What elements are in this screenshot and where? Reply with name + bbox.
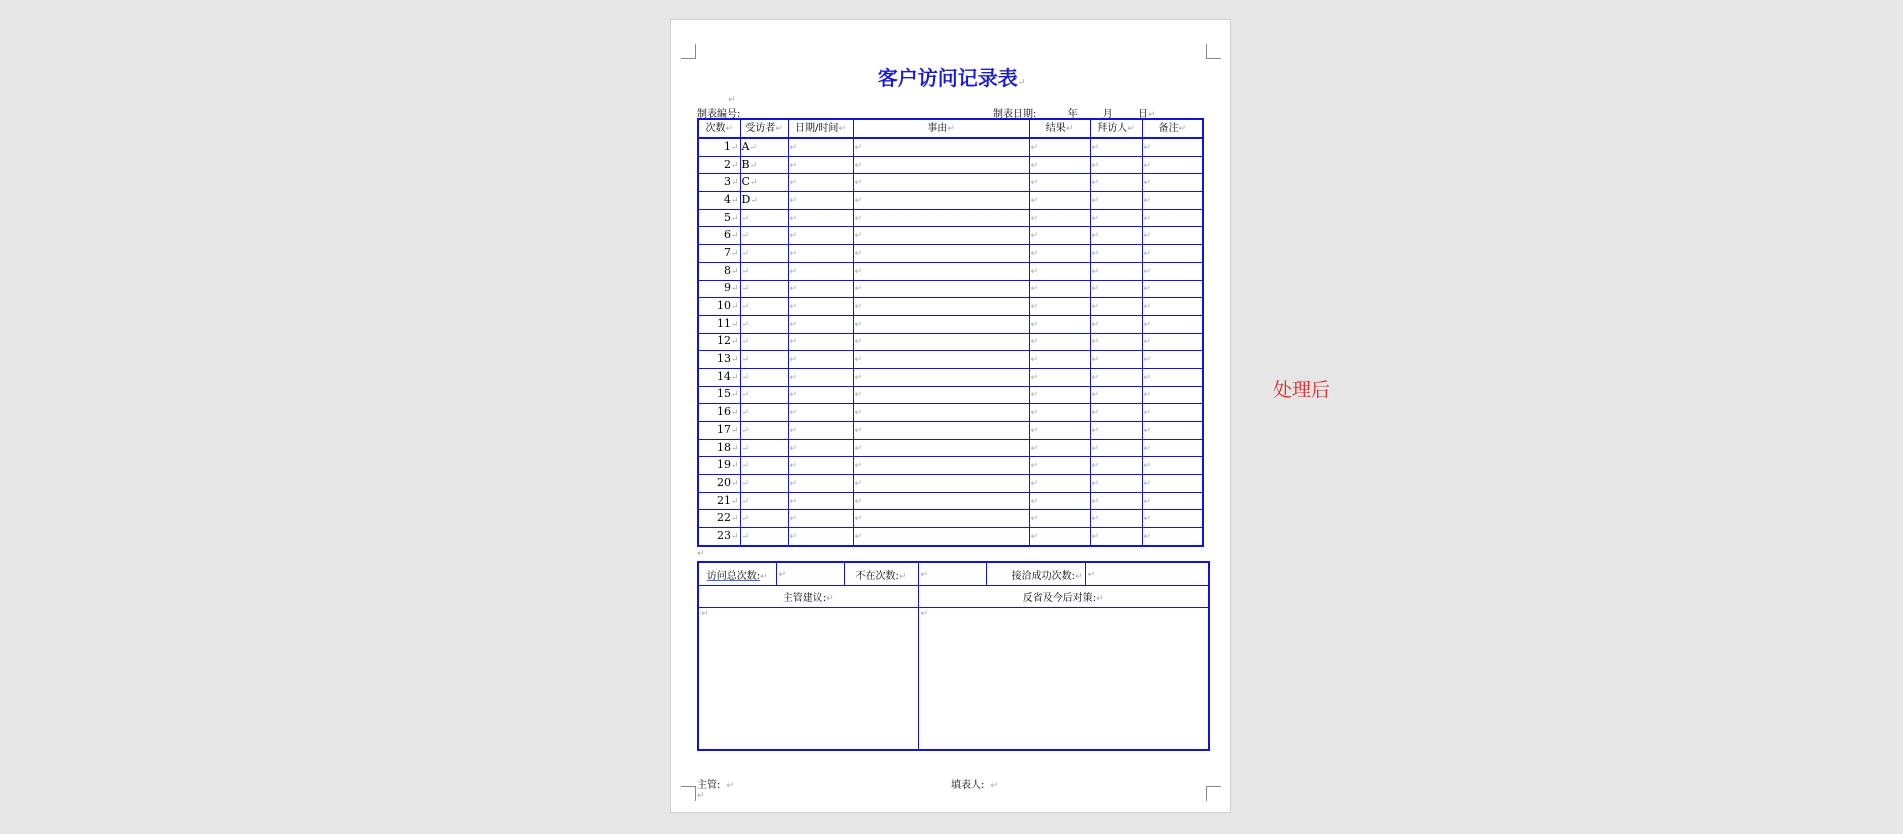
visitee-cell[interactable]: ↵ bbox=[740, 368, 788, 386]
table-cell[interactable]: ↵ bbox=[788, 528, 853, 546]
filler-label: 填表人: bbox=[951, 780, 985, 791]
filler-signature[interactable]: 填表人: ↵ bbox=[951, 780, 998, 791]
success-label-cell: 接洽成功次数:↵ bbox=[986, 562, 1085, 586]
visit-number-cell[interactable]: 2↵ bbox=[698, 156, 740, 174]
table-cell[interactable]: ↵ bbox=[1090, 192, 1142, 210]
table-cell[interactable]: ↵ bbox=[1029, 386, 1090, 404]
table-cell[interactable]: ↵ bbox=[1029, 280, 1090, 298]
visit-number-cell[interactable]: 14↵ bbox=[698, 368, 740, 386]
table-cell[interactable]: ↵ bbox=[1090, 457, 1142, 475]
table-cell[interactable]: ↵ bbox=[1142, 439, 1203, 457]
table-cell[interactable]: ↵ bbox=[1029, 245, 1090, 263]
visitee-cell[interactable]: ↵ bbox=[740, 315, 788, 333]
visit-number-cell[interactable]: 5↵ bbox=[698, 209, 740, 227]
visit-number-cell[interactable]: 18↵ bbox=[698, 439, 740, 457]
table-cell[interactable]: ↵ bbox=[1142, 138, 1203, 156]
table-cell[interactable]: ↵ bbox=[1142, 351, 1203, 369]
table-cell[interactable]: ↵ bbox=[1029, 457, 1090, 475]
visitee-cell[interactable]: B↵ bbox=[740, 156, 788, 174]
summary-table bbox=[697, 561, 1210, 751]
column-header: 备注↵ bbox=[1142, 119, 1203, 138]
table-cell[interactable]: ↵ bbox=[853, 138, 1029, 156]
date-year: 年 bbox=[1067, 109, 1078, 120]
visitee-cell[interactable]: C↵ bbox=[740, 174, 788, 192]
table-row bbox=[698, 174, 1203, 192]
table-cell[interactable]: ↵ bbox=[1090, 138, 1142, 156]
table-cell[interactable]: ↵ bbox=[853, 227, 1029, 245]
visit-number-cell[interactable]: 7↵ bbox=[698, 245, 740, 263]
visitee-cell[interactable]: ↵ bbox=[740, 298, 788, 316]
visitee-cell[interactable]: D↵ bbox=[740, 192, 788, 210]
table-cell[interactable]: ↵ bbox=[1090, 404, 1142, 422]
visit-number-cell[interactable]: 21↵ bbox=[698, 492, 740, 510]
table-cell[interactable]: ↵ bbox=[853, 192, 1029, 210]
table-cell[interactable]: ↵ bbox=[1029, 174, 1090, 192]
table-cell[interactable]: ↵ bbox=[853, 280, 1029, 298]
absent-label: 不在次数: bbox=[855, 570, 899, 582]
table-cell[interactable]: ↵ bbox=[788, 492, 853, 510]
paragraph-mark: ↵ bbox=[697, 791, 705, 801]
table-cell[interactable]: ↵ bbox=[1142, 457, 1203, 475]
table-cell[interactable]: ↵ bbox=[1090, 439, 1142, 457]
table-cell[interactable]: ↵ bbox=[1142, 333, 1203, 351]
table-cell[interactable]: ↵ bbox=[1029, 227, 1090, 245]
table-cell[interactable]: ↵ bbox=[788, 156, 853, 174]
table-cell[interactable]: ↵ bbox=[1142, 156, 1203, 174]
table-cell[interactable]: ↵ bbox=[853, 156, 1029, 174]
visitee-cell[interactable]: ↵ bbox=[740, 422, 788, 440]
table-cell[interactable]: ↵ bbox=[853, 315, 1029, 333]
success-label: 接洽成功次数: bbox=[1011, 570, 1075, 582]
table-cell[interactable]: ↵ bbox=[1142, 368, 1203, 386]
visit-number-cell[interactable]: 8↵ bbox=[698, 262, 740, 280]
table-cell[interactable]: ↵ bbox=[788, 262, 853, 280]
table-cell[interactable]: ↵ bbox=[1090, 528, 1142, 546]
table-cell[interactable]: ↵ bbox=[788, 422, 853, 440]
table-cell[interactable]: ↵ bbox=[788, 209, 853, 227]
visit-number-cell[interactable]: 1↵ bbox=[698, 138, 740, 156]
table-cell[interactable]: ↵ bbox=[788, 404, 853, 422]
table-cell[interactable]: ↵ bbox=[788, 439, 853, 457]
visit-number-cell[interactable]: 4↵ bbox=[698, 192, 740, 210]
table-cell[interactable]: ↵ bbox=[1029, 528, 1090, 546]
table-cell[interactable]: ↵ bbox=[1090, 386, 1142, 404]
total-visits-label-cell: 访问总次数:↵ bbox=[698, 562, 776, 586]
supervisor-advice-field[interactable]: ↵ bbox=[698, 608, 918, 751]
table-header-row bbox=[698, 119, 1203, 138]
table-cell[interactable]: ↵ bbox=[1142, 422, 1203, 440]
visitee-cell[interactable]: ↵ bbox=[740, 209, 788, 227]
table-cell[interactable]: ↵ bbox=[853, 457, 1029, 475]
table-cell[interactable]: ↵ bbox=[788, 351, 853, 369]
supervisor-signature[interactable]: 主管: ↵ bbox=[697, 780, 734, 791]
visitee-cell[interactable]: ↵ bbox=[740, 457, 788, 475]
table-cell[interactable]: ↵ bbox=[1029, 209, 1090, 227]
visit-number-cell[interactable]: 13↵ bbox=[698, 351, 740, 369]
reflection-field[interactable]: ↵ bbox=[918, 608, 1209, 751]
table-cell[interactable]: ↵ bbox=[1090, 492, 1142, 510]
table-row bbox=[698, 351, 1203, 369]
visit-number-cell[interactable]: 17↵ bbox=[698, 422, 740, 440]
column-header: 结果↵ bbox=[1029, 119, 1090, 138]
table-cell[interactable]: ↵ bbox=[788, 138, 853, 156]
table-row bbox=[698, 227, 1203, 245]
table-row bbox=[698, 457, 1203, 475]
table-cell[interactable]: ↵ bbox=[1142, 209, 1203, 227]
visitee-cell[interactable]: ↵ bbox=[740, 227, 788, 245]
table-cell[interactable]: ↵ bbox=[853, 492, 1029, 510]
visit-number-cell[interactable]: 10↵ bbox=[698, 298, 740, 316]
table-cell[interactable]: ↵ bbox=[788, 174, 853, 192]
table-cell[interactable]: ↵ bbox=[1029, 492, 1090, 510]
table-row bbox=[698, 262, 1203, 280]
table-row bbox=[698, 209, 1203, 227]
table-cell[interactable]: ↵ bbox=[853, 368, 1029, 386]
table-row bbox=[698, 439, 1203, 457]
table-cell[interactable]: ↵ bbox=[1142, 492, 1203, 510]
table-cell[interactable]: ↵ bbox=[1029, 404, 1090, 422]
visitee-cell[interactable]: ↵ bbox=[740, 351, 788, 369]
document-page bbox=[670, 19, 1231, 813]
visitee-cell[interactable]: ↵ bbox=[740, 404, 788, 422]
visit-number-cell[interactable]: 19↵ bbox=[698, 457, 740, 475]
table-cell[interactable]: ↵ bbox=[788, 386, 853, 404]
table-row bbox=[698, 510, 1203, 528]
table-cell[interactable]: ↵ bbox=[1029, 439, 1090, 457]
visit-number-cell[interactable]: 12↵ bbox=[698, 333, 740, 351]
table-cell[interactable]: ↵ bbox=[1142, 192, 1203, 210]
form-date[interactable]: 制表日期: 年 月 日↵ bbox=[993, 109, 1156, 120]
table-cell[interactable]: ↵ bbox=[788, 280, 853, 298]
table-cell[interactable]: ↵ bbox=[1142, 510, 1203, 528]
table-row bbox=[698, 138, 1203, 156]
table-cell[interactable]: ↵ bbox=[1029, 333, 1090, 351]
table-cell[interactable]: ↵ bbox=[853, 404, 1029, 422]
table-cell[interactable]: ↵ bbox=[1142, 404, 1203, 422]
paragraph-mark: ↵ bbox=[697, 549, 705, 559]
table-cell[interactable]: ↵ bbox=[1090, 475, 1142, 493]
visitee-cell[interactable]: ↵ bbox=[740, 492, 788, 510]
table-cell[interactable]: ↵ bbox=[1090, 368, 1142, 386]
visit-record-table bbox=[697, 118, 1204, 547]
success-value[interactable]: ↵ bbox=[1085, 562, 1209, 586]
form-date-label: 制表日期: bbox=[993, 109, 1037, 120]
side-label: 处理后 bbox=[1273, 379, 1331, 401]
visit-number-cell[interactable]: 22↵ bbox=[698, 510, 740, 528]
column-header: 次数↵ bbox=[698, 119, 740, 138]
table-row bbox=[698, 280, 1203, 298]
table-cell[interactable]: ↵ bbox=[1090, 209, 1142, 227]
supervisor-advice-header: 主管建议:↵ bbox=[698, 586, 918, 608]
visitee-cell[interactable]: ↵ bbox=[740, 475, 788, 493]
table-cell[interactable]: ↵ bbox=[788, 227, 853, 245]
table-cell[interactable]: ↵ bbox=[1090, 174, 1142, 192]
total-visits-label: 访问总次数: bbox=[706, 570, 761, 582]
table-cell[interactable]: ↵ bbox=[1090, 510, 1142, 528]
table-cell[interactable]: ↵ bbox=[788, 510, 853, 528]
table-row bbox=[698, 298, 1203, 316]
table-row bbox=[698, 192, 1203, 210]
table-cell[interactable]: ↵ bbox=[853, 209, 1029, 227]
form-number-label[interactable]: 制表编号: bbox=[697, 109, 741, 120]
table-row bbox=[698, 422, 1203, 440]
table-cell[interactable]: ↵ bbox=[788, 315, 853, 333]
table-row bbox=[698, 245, 1203, 263]
crop-mark-bottom-left bbox=[681, 786, 696, 801]
table-cell[interactable]: ↵ bbox=[853, 174, 1029, 192]
table-cell[interactable]: ↵ bbox=[1029, 475, 1090, 493]
table-row bbox=[698, 475, 1203, 493]
table-row bbox=[698, 386, 1203, 404]
visitee-cell[interactable]: ↵ bbox=[740, 510, 788, 528]
table-cell[interactable]: ↵ bbox=[1029, 422, 1090, 440]
visit-number-cell[interactable]: 6↵ bbox=[698, 227, 740, 245]
table-cell[interactable]: ↵ bbox=[1029, 315, 1090, 333]
table-cell[interactable]: ↵ bbox=[788, 298, 853, 316]
table-cell[interactable]: ↵ bbox=[1029, 510, 1090, 528]
table-cell[interactable]: ↵ bbox=[1142, 262, 1203, 280]
table-cell[interactable]: ↵ bbox=[788, 245, 853, 263]
visit-number-cell[interactable]: 16↵ bbox=[698, 404, 740, 422]
visit-number-cell[interactable]: 11↵ bbox=[698, 315, 740, 333]
table-cell[interactable]: ↵ bbox=[853, 298, 1029, 316]
table-row bbox=[698, 492, 1203, 510]
table-cell[interactable]: ↵ bbox=[788, 457, 853, 475]
table-cell[interactable]: ↵ bbox=[1142, 475, 1203, 493]
table-cell[interactable]: ↵ bbox=[1090, 333, 1142, 351]
visitee-cell[interactable]: ↵ bbox=[740, 386, 788, 404]
column-header: 拜访人↵ bbox=[1090, 119, 1142, 138]
title-text: 客户访问记录表 bbox=[877, 66, 1018, 90]
table-cell[interactable]: ↵ bbox=[1029, 368, 1090, 386]
table-cell[interactable]: ↵ bbox=[1090, 315, 1142, 333]
table-cell[interactable]: ↵ bbox=[853, 333, 1029, 351]
table-cell[interactable]: ↵ bbox=[788, 368, 853, 386]
table-cell[interactable]: ↵ bbox=[1090, 245, 1142, 263]
table-cell[interactable]: ↵ bbox=[853, 351, 1029, 369]
visitee-cell[interactable]: ↵ bbox=[740, 262, 788, 280]
table-cell[interactable]: ↵ bbox=[1142, 528, 1203, 546]
visitee-cell[interactable]: ↵ bbox=[740, 439, 788, 457]
table-cell[interactable]: ↵ bbox=[1029, 192, 1090, 210]
paragraph-mark: ↵ bbox=[1017, 78, 1026, 88]
table-cell[interactable]: ↵ bbox=[853, 475, 1029, 493]
visit-number-cell[interactable]: 20↵ bbox=[698, 475, 740, 493]
table-cell[interactable]: ↵ bbox=[1090, 280, 1142, 298]
visitee-cell[interactable]: A↵ bbox=[740, 138, 788, 156]
table-cell[interactable]: ↵ bbox=[1029, 298, 1090, 316]
table-row bbox=[698, 315, 1203, 333]
supervisor-label: 主管: bbox=[697, 780, 721, 791]
visitee-cell[interactable]: ↵ bbox=[740, 528, 788, 546]
table-cell[interactable]: ↵ bbox=[1090, 156, 1142, 174]
visitee-cell[interactable]: ↵ bbox=[740, 280, 788, 298]
table-cell[interactable]: ↵ bbox=[1142, 315, 1203, 333]
document-title[interactable] bbox=[671, 62, 1232, 91]
table-cell[interactable]: ↵ bbox=[788, 333, 853, 351]
table-cell[interactable]: ↵ bbox=[853, 528, 1029, 546]
table-row bbox=[698, 156, 1203, 174]
visit-number-cell[interactable]: 23↵ bbox=[698, 528, 740, 546]
table-cell[interactable]: ↵ bbox=[788, 475, 853, 493]
table-cell[interactable]: ↵ bbox=[853, 422, 1029, 440]
visitee-cell[interactable]: ↵ bbox=[740, 333, 788, 351]
table-cell[interactable]: ↵ bbox=[1090, 298, 1142, 316]
absent-label-cell: 不在次数:↵ bbox=[844, 562, 918, 586]
table-row bbox=[698, 404, 1203, 422]
table-cell[interactable]: ↵ bbox=[788, 192, 853, 210]
table-cell[interactable]: ↵ bbox=[1029, 351, 1090, 369]
date-day: 日 bbox=[1137, 109, 1148, 120]
table-cell[interactable]: ↵ bbox=[1090, 227, 1142, 245]
absent-value[interactable]: ↵ bbox=[918, 562, 986, 586]
table-cell[interactable]: ↵ bbox=[853, 510, 1029, 528]
crop-mark-bottom-right bbox=[1206, 786, 1221, 801]
table-cell[interactable]: ↵ bbox=[1142, 298, 1203, 316]
visit-number-cell[interactable]: 9↵ bbox=[698, 280, 740, 298]
visit-number-cell[interactable]: 3↵ bbox=[698, 174, 740, 192]
table-cell[interactable]: ↵ bbox=[1142, 227, 1203, 245]
table-cell[interactable]: ↵ bbox=[1029, 138, 1090, 156]
table-cell[interactable]: ↵ bbox=[1142, 280, 1203, 298]
visit-number-cell[interactable]: 15↵ bbox=[698, 386, 740, 404]
table-cell[interactable]: ↵ bbox=[1029, 156, 1090, 174]
reflection-header: 反省及今后对策:↵ bbox=[918, 586, 1209, 608]
paragraph-mark: ↵ bbox=[728, 95, 736, 105]
table-row bbox=[698, 528, 1203, 546]
table-cell[interactable]: ↵ bbox=[1142, 386, 1203, 404]
table-cell[interactable]: ↵ bbox=[1090, 351, 1142, 369]
date-month: 月 bbox=[1102, 109, 1113, 120]
table-row bbox=[698, 333, 1203, 351]
crop-mark-top-left bbox=[681, 44, 696, 59]
table-cell[interactable]: ↵ bbox=[1090, 262, 1142, 280]
table-row bbox=[698, 368, 1203, 386]
table-cell[interactable]: ↵ bbox=[853, 262, 1029, 280]
table-cell[interactable]: ↵ bbox=[1142, 245, 1203, 263]
column-header: 事由↵ bbox=[853, 119, 1029, 138]
table-cell[interactable]: ↵ bbox=[853, 439, 1029, 457]
table-cell[interactable]: ↵ bbox=[1142, 174, 1203, 192]
column-header: 受访者↵ bbox=[740, 119, 788, 138]
table-cell[interactable]: ↵ bbox=[1029, 262, 1090, 280]
table-cell[interactable]: ↵ bbox=[853, 386, 1029, 404]
table-cell[interactable]: ↵ bbox=[853, 245, 1029, 263]
total-visits-value[interactable]: ↵ bbox=[776, 562, 844, 586]
crop-mark-top-right bbox=[1206, 44, 1221, 59]
column-header: 日期/时间↵ bbox=[788, 119, 853, 138]
visitee-cell[interactable]: ↵ bbox=[740, 245, 788, 263]
table-cell[interactable]: ↵ bbox=[1090, 422, 1142, 440]
